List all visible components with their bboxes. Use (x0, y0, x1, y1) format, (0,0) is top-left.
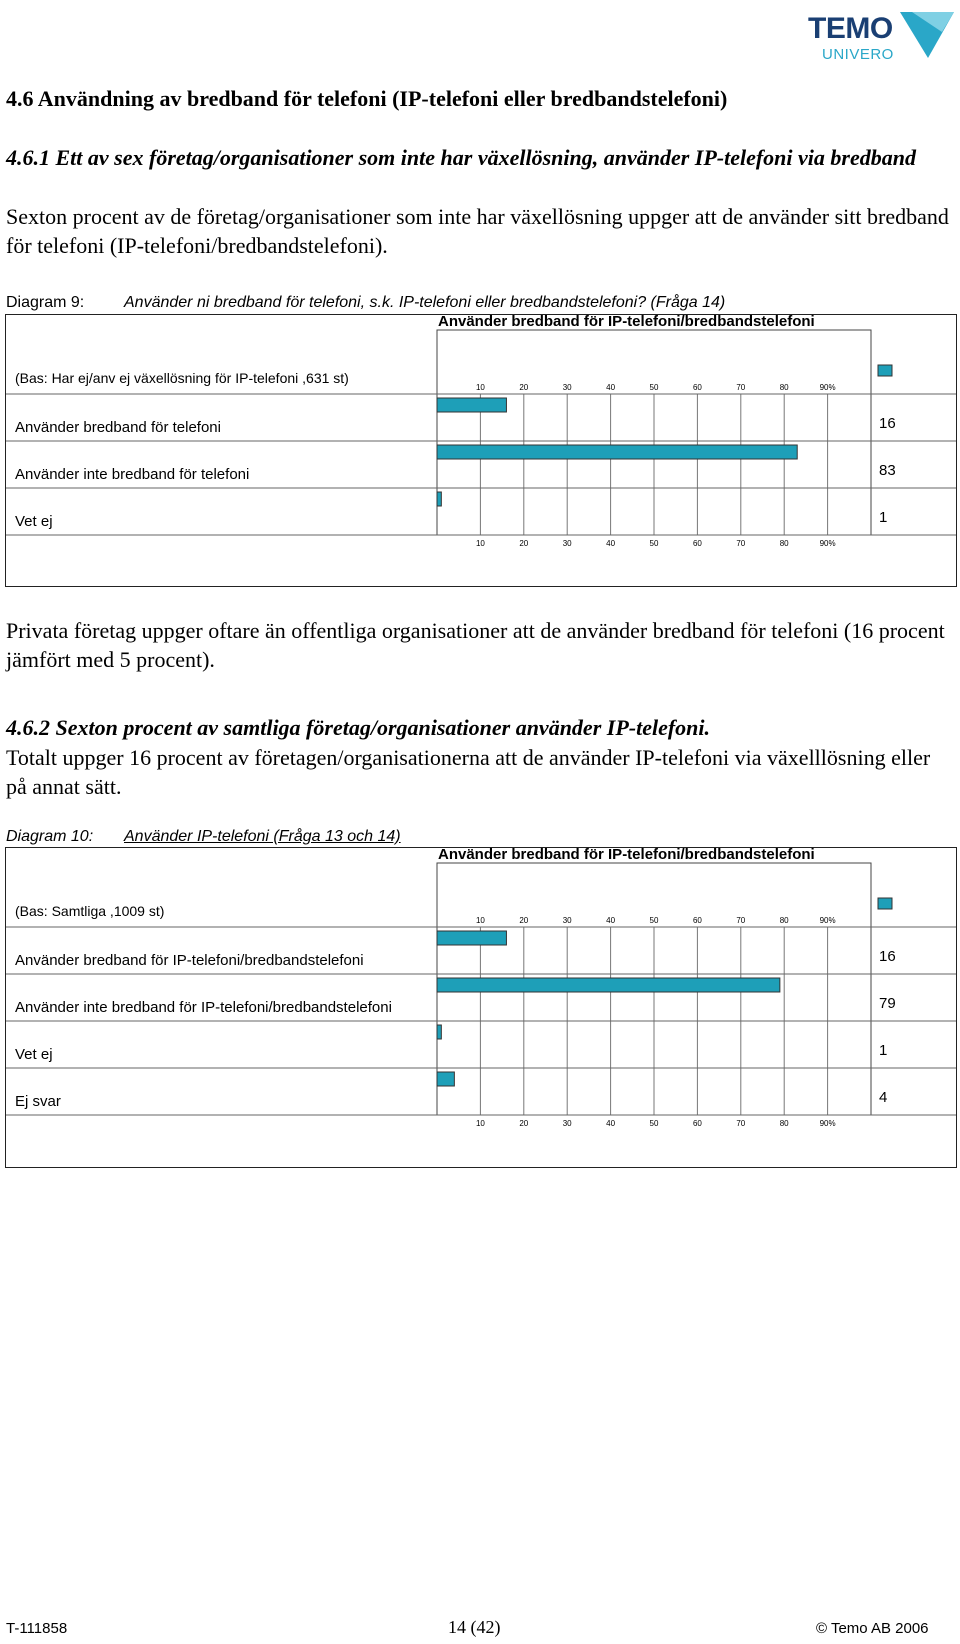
chart-2-tick-top: 60 (692, 916, 702, 925)
diagram-9-chart (5, 314, 957, 587)
chart-1-base-note: (Bas: Har ej/anv ej växellösning för IP-telefoni ,631 st) (15, 370, 349, 386)
chart-2-tick-top: 70 (736, 916, 746, 925)
chart-1-tick-top: 50 (649, 383, 659, 392)
chart-2-tick-top: 50 (649, 916, 659, 925)
chart-2-tick-bottom: 50 (649, 1119, 659, 1128)
footer-page-number: 14 (42) (448, 1617, 501, 1637)
chart-1-tick-bottom: 80 (779, 539, 789, 548)
chart-2-tick-top: 90% (819, 916, 836, 925)
chart-1-tick-bottom: 70 (736, 539, 746, 548)
chart-1-tick-bottom: 90% (819, 539, 836, 548)
footer-doc-id: T-111858 (6, 1620, 68, 1637)
chart-2-value-label: 1 (879, 1042, 888, 1059)
subsection-heading-2: 4.6.2 Sexton procent av samtliga företag/organisationer använder IP-telefoni. (6, 715, 711, 740)
chart-1-bar (437, 492, 441, 506)
chart-2-tick-bottom: 60 (692, 1119, 702, 1128)
logo-subtitle: UNIVERO (822, 46, 894, 63)
footer-copyright: © Temo AB 2006 (816, 1620, 929, 1637)
subsection-body-2: Totalt uppger 16 procent av företagen/organisationerna att de använder IP-telefoni via växelllösning eller på annat sätt. (6, 745, 931, 799)
chart-2-bar (437, 931, 506, 945)
subsection-heading-1: 4.6.1 Ett av sex företag/organisationer som inte har växellösning, använder IP-telefoni via bredband (6, 145, 916, 170)
chart-1-tick-bottom: 50 (649, 539, 659, 548)
chart-2-value-label: 4 (879, 1089, 888, 1106)
chart-1-tick-top: 60 (692, 383, 702, 392)
chart-2-tick-bottom: 70 (736, 1119, 746, 1128)
chart-1-tick-top: 10 (475, 383, 485, 392)
chart-2-bar (437, 1072, 454, 1086)
chart-1-category-label: Använder inte bredband för telefoni (15, 466, 250, 483)
temo-logo (808, 8, 958, 64)
subsection-body-1: Sexton procent av de företag/organisationer som inte har växellösning uppger att de använder sitt bredband för telefoni (IP-telefoni/bredbandstelefoni). (6, 204, 949, 258)
chart-1-svg (6, 315, 956, 586)
chart-1-bar (437, 398, 506, 412)
chart-2-value-label: 16 (879, 948, 896, 965)
chart-2-tick-top: 80 (779, 916, 789, 925)
chart-2-svg (6, 848, 956, 1167)
chart-1-value-label: 83 (879, 462, 896, 479)
chart-2-tick-bottom: 30 (562, 1119, 572, 1128)
chart-1-tick-top: 70 (736, 383, 746, 392)
chart-1-tick-top: 30 (562, 383, 572, 392)
chart-1-tick-top: 80 (779, 383, 789, 392)
chart-2-bar (437, 978, 780, 992)
section-heading: 4.6 Användning av bredband för telefoni (IP-telefoni eller bredbandstelefoni) (6, 86, 728, 111)
chart-1-value-label: 1 (879, 509, 888, 526)
chart-1-tick-bottom: 60 (692, 539, 702, 548)
diagram-9-label: Diagram 9: (6, 294, 85, 311)
chart-1-title: Använder bredband för IP-telefoni/bredbandstelefoni (438, 315, 815, 330)
chart-1-tick-bottom: 40 (606, 539, 616, 548)
chart-1-bar (437, 445, 797, 459)
chart-2-value-label: 79 (879, 995, 896, 1012)
chart-2-bar (437, 1025, 441, 1039)
chart-2-tick-bottom: 80 (779, 1119, 789, 1128)
chart-2-title: Använder bredband för IP-telefoni/bredbandstelefoni (438, 848, 815, 863)
chart-2-tick-bottom: 20 (519, 1119, 529, 1128)
chart-2-category-label: Vet ej (15, 1046, 53, 1063)
logo-triangle-icon (898, 8, 956, 60)
chart-2-tick-bottom: 10 (475, 1119, 485, 1128)
chart-1-tick-top: 20 (519, 383, 529, 392)
chart-1-tick-top: 90% (819, 383, 836, 392)
chart-1-tick-bottom: 30 (562, 539, 572, 548)
paragraph-private-public: Privata företag uppger oftare än offentliga organisationer att de använder bredband för telefoni (16 procent jämfört med 5 procent). (6, 618, 945, 672)
diagram-10-label: Diagram 10: (6, 828, 94, 845)
diagram-10-chart (5, 847, 957, 1168)
chart-1-category-label: Vet ej (15, 513, 53, 530)
chart-2-tick-top: 40 (606, 916, 616, 925)
logo-wordmark: TEMO (808, 12, 893, 45)
chart-2-tick-top: 30 (562, 916, 572, 925)
diagram-10-caption (6, 828, 401, 846)
chart-2-tick-bottom: 40 (606, 1119, 616, 1128)
chart-2-category-label: Använder bredband för IP-telefoni/bredbandstelefoni (15, 952, 364, 969)
chart-2-category-label: Ej svar (15, 1093, 61, 1110)
chart-1-tick-bottom: 10 (475, 539, 485, 548)
chart-1-tick-bottom: 20 (519, 539, 529, 548)
diagram-9-text: Använder ni bredband för telefoni, s.k. IP-telefoni eller bredbandstelefoni? (Fråga 14) (124, 294, 726, 311)
diagram-9-caption (6, 294, 725, 312)
chart-2-tick-top: 10 (475, 916, 485, 925)
chart-2-tick-top: 20 (519, 916, 529, 925)
chart-2-base-note: (Bas: Samtliga ,1009 st) (15, 903, 165, 919)
chart-2-tick-bottom: 90% (819, 1119, 836, 1128)
chart-2-category-label: Använder inte bredband för IP-telefoni/bredbandstelefoni (15, 999, 392, 1016)
chart-1-tick-top: 40 (606, 383, 616, 392)
chart-1-category-label: Använder bredband för telefoni (15, 419, 221, 436)
chart-1-value-label: 16 (879, 415, 896, 432)
chart-2-legend-swatch (878, 898, 892, 909)
diagram-10-text: Använder IP-telefoni (Fråga 13 och 14) (124, 828, 401, 845)
chart-1-legend-swatch (878, 365, 892, 376)
